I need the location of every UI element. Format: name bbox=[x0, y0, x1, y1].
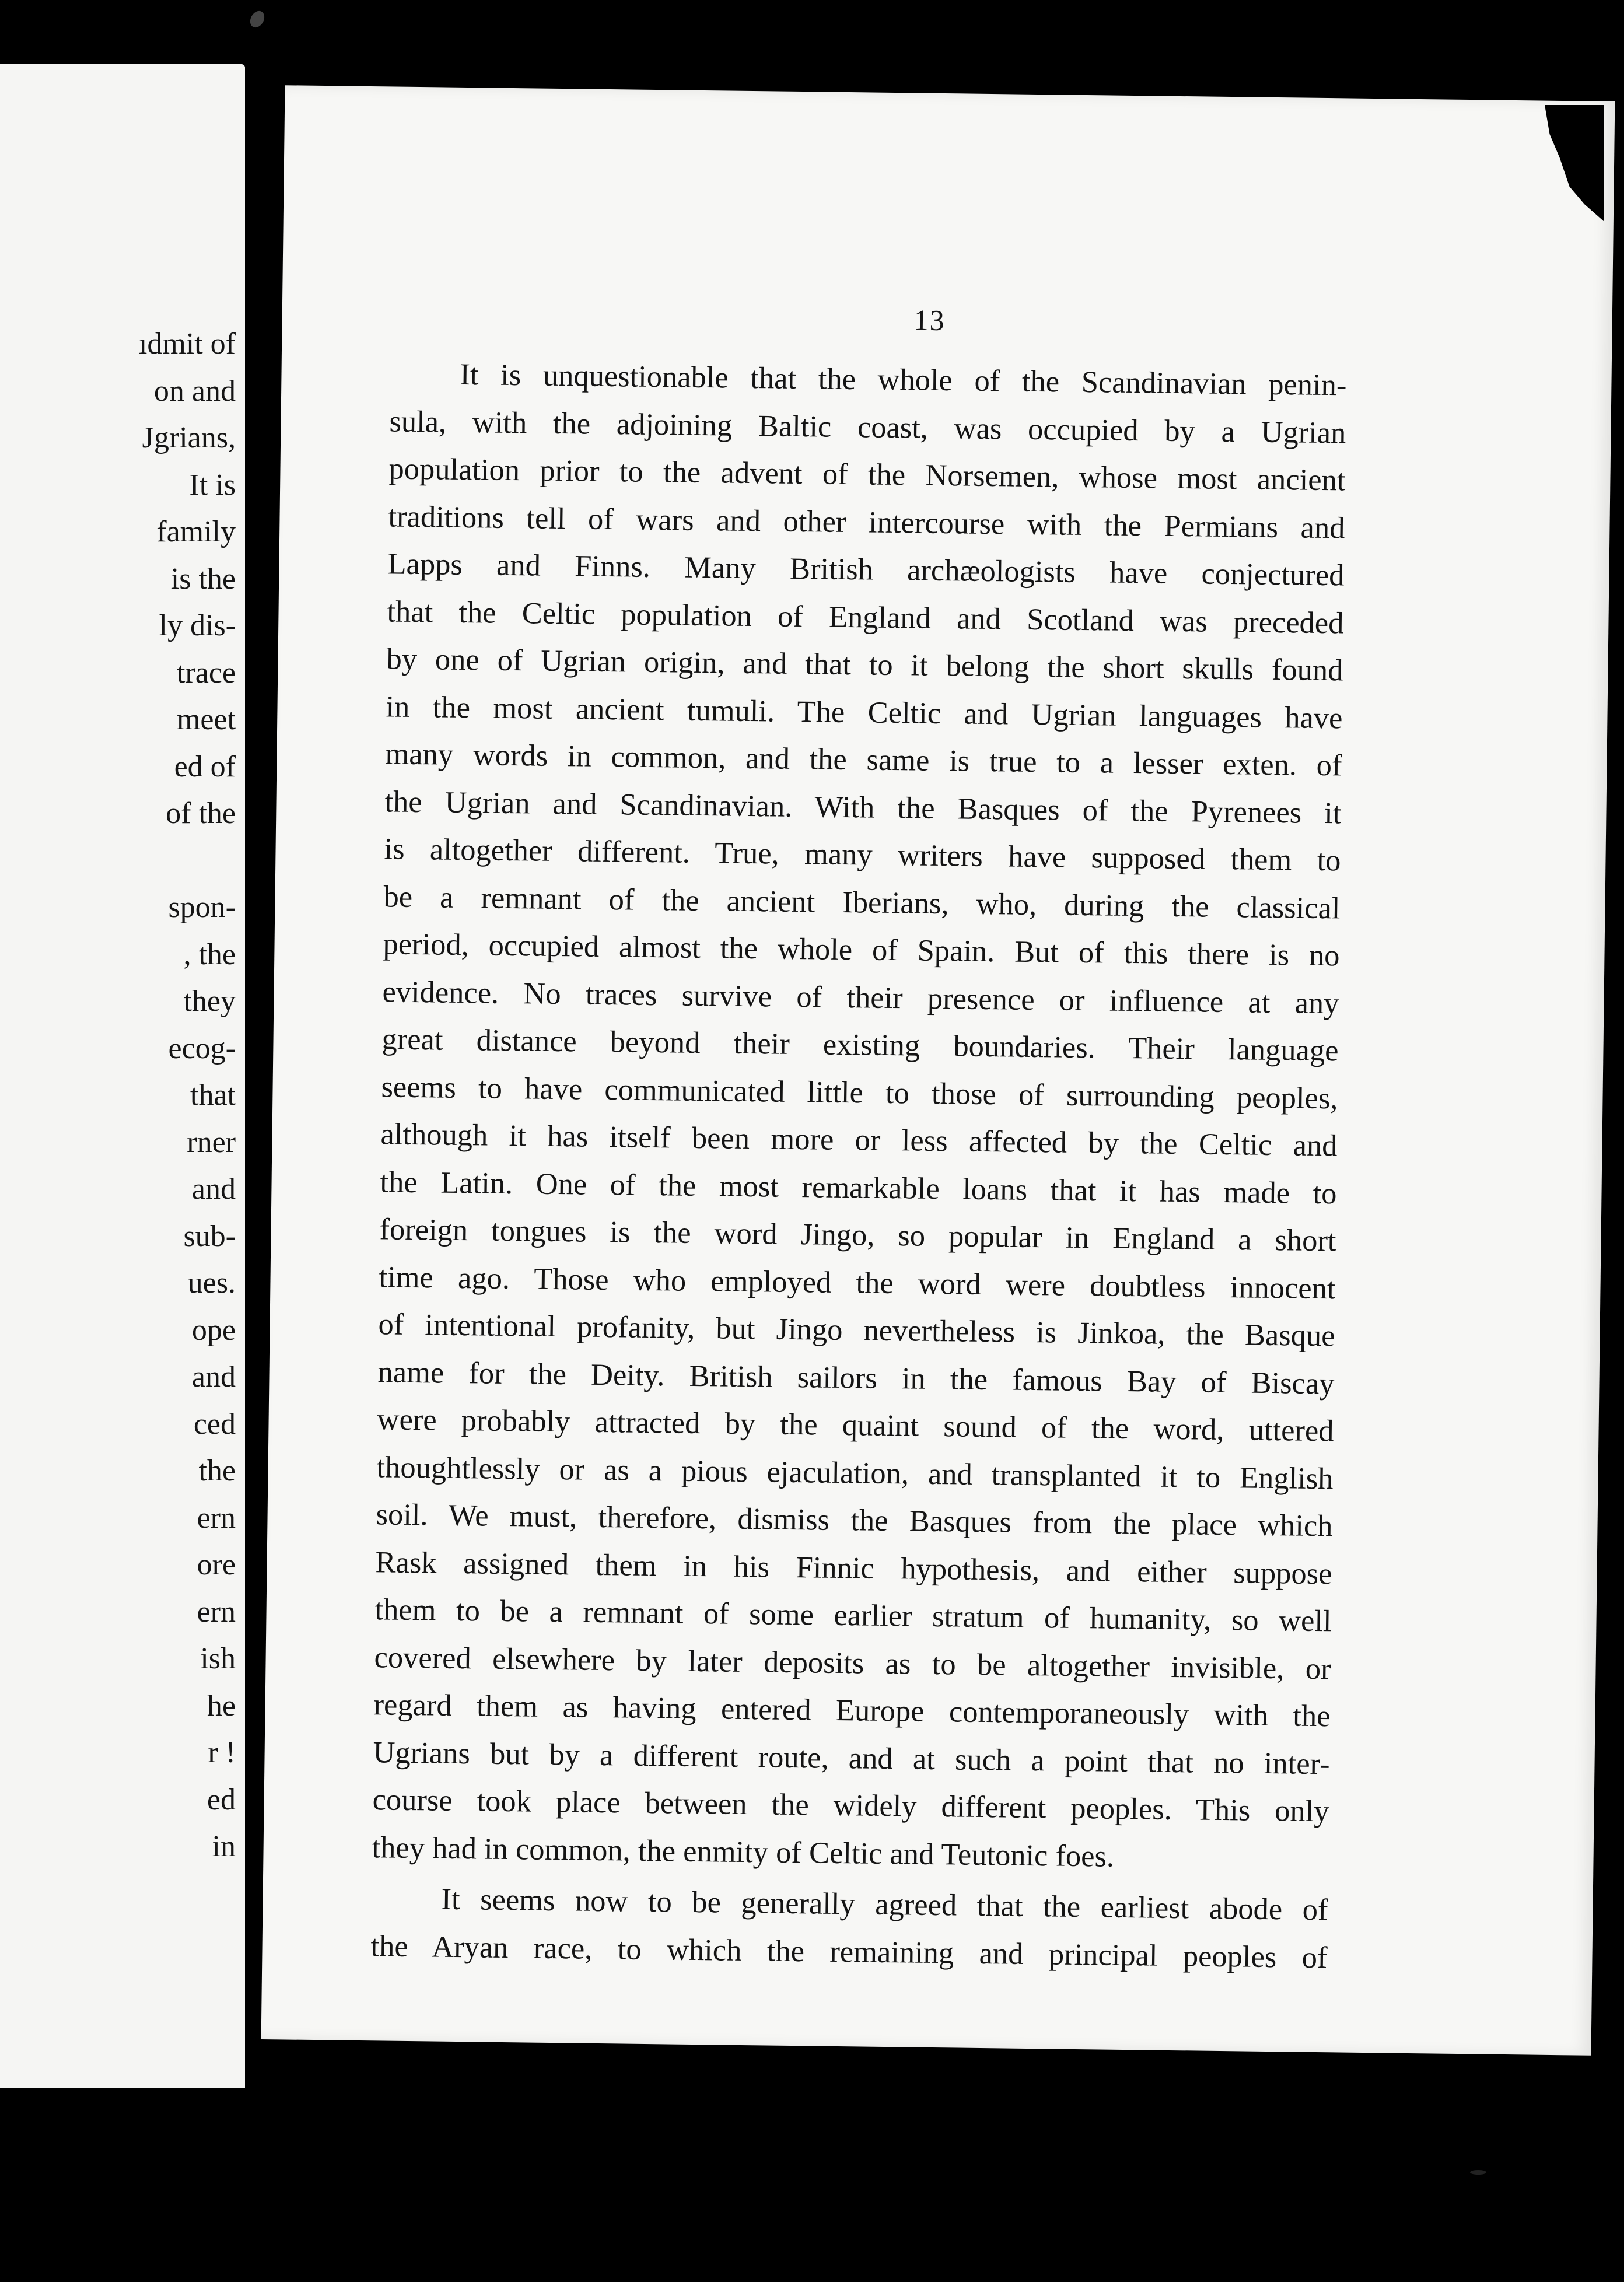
facing-page-line: he bbox=[206, 1689, 236, 1723]
facing-page-line: r ! bbox=[208, 1736, 236, 1769]
page-number: 13 bbox=[914, 303, 946, 337]
facing-page-line: It is bbox=[189, 468, 236, 502]
facing-page-line: and bbox=[191, 1172, 236, 1206]
facing-page-line: of the bbox=[166, 797, 236, 830]
text-line: foreign tongues is the word Jingo, so popular in England a short bbox=[379, 1212, 1336, 1258]
text-line: regard them as having entered Europe contemporaneously with the bbox=[373, 1688, 1331, 1734]
paragraph bbox=[372, 350, 1347, 1883]
text-line: is altogether different. True, many writers have supposed them to bbox=[384, 832, 1341, 878]
text-line: covered elsewhere by later deposits as to be altogether invisible, or bbox=[374, 1640, 1331, 1686]
facing-page-line: meet bbox=[176, 703, 236, 736]
text-line: Rask assigned them in his Finnic hypothesis, and either suppose bbox=[375, 1545, 1332, 1591]
facing-page-line: ecog- bbox=[168, 1031, 236, 1065]
text-line: were probably attracted by the quaint sound of the word, uttered bbox=[377, 1402, 1334, 1448]
facing-page-line: they bbox=[183, 985, 236, 1018]
facing-page-line: spon- bbox=[168, 891, 236, 924]
facing-page-line: sub- bbox=[183, 1219, 236, 1253]
text-line: period, occupied almost the whole of Spain. But of this there is no bbox=[383, 927, 1340, 973]
text-line: thoughtlessly or as a pious ejaculation, and transplanted it to English bbox=[376, 1450, 1334, 1496]
text-line: evidence. No traces survive of their presence or influence at any bbox=[382, 974, 1339, 1020]
facing-page-line: ced bbox=[193, 1407, 236, 1441]
scan-speck bbox=[247, 9, 267, 30]
facing-page-line: Jgrians, bbox=[142, 421, 236, 454]
text-line: It is unquestionable that the whole of the Scandinavian penin- bbox=[460, 357, 1347, 402]
facing-page-line bbox=[2, 838, 236, 885]
facing-page-line: rner bbox=[187, 1125, 236, 1159]
text-line: Lapps and Finns. Many British archæologists have conjectured bbox=[387, 547, 1345, 593]
text-line: name for the Deity. British sailors in the famous Bay of Biscay bbox=[377, 1354, 1335, 1401]
text-line: in the most ancient tumuli. The Celtic and Ugrian languages have bbox=[386, 689, 1343, 735]
facing-page-line: in bbox=[212, 1830, 236, 1863]
facing-page-text bbox=[2, 321, 236, 1871]
facing-page-line: that bbox=[190, 1079, 236, 1112]
text-line: Ugrians but by a different route, and at such a point that no inter- bbox=[373, 1735, 1330, 1781]
book-page bbox=[261, 85, 1615, 2056]
facing-page-line: ly dis- bbox=[159, 609, 236, 642]
page-body bbox=[370, 350, 1347, 1982]
text-line: them to be a remnant of some earlier stratum of humanity, so well bbox=[374, 1592, 1332, 1639]
text-line: be a remnant of the ancient Iberians, who, during the classical bbox=[383, 879, 1340, 925]
text-line: great distance beyond their existing boundaries. Their language bbox=[382, 1022, 1339, 1068]
facing-page-line: ed of bbox=[174, 750, 236, 783]
facing-page-line: ope bbox=[191, 1313, 236, 1347]
facing-page-line: on and bbox=[153, 374, 236, 408]
text-line: the Latin. One of the most remarkable loans that it has made to bbox=[380, 1164, 1337, 1210]
facing-page-line: the bbox=[198, 1454, 236, 1488]
text-line: the Ugrian and Scandinavian. With the Basques of the Pyrenees it bbox=[384, 784, 1342, 830]
facing-page-line: trace bbox=[176, 656, 236, 690]
facing-page-line: ıdmit of bbox=[138, 327, 236, 360]
text-line: that the Celtic population of England and Scotland was preceded bbox=[387, 594, 1344, 640]
text-line: the Aryan race, to which the remaining and principal peoples of bbox=[370, 1929, 1328, 1975]
facing-page-line: and bbox=[191, 1360, 236, 1394]
facing-page bbox=[0, 64, 245, 2088]
text-line: It seems now to be generally agreed that the earliest abode of bbox=[441, 1882, 1328, 1927]
facing-page-line: ern bbox=[197, 1501, 236, 1535]
text-line: seems to have communicated little to those of surrounding peoples, bbox=[381, 1069, 1338, 1115]
facing-page-line: is the bbox=[170, 562, 236, 596]
text-line: although it has itself been more or less affected by the Celtic and bbox=[380, 1117, 1338, 1163]
scan-speck bbox=[1470, 2170, 1486, 2175]
facing-page-line: ues. bbox=[187, 1266, 236, 1300]
text-line: population prior to the advent of the Norsemen, whose most ancient bbox=[388, 452, 1346, 498]
text-line: traditions tell of wars and other intercourse with the Permians and bbox=[388, 499, 1345, 545]
paragraph bbox=[370, 1875, 1328, 1982]
text-line: soil. We must, therefore, dismiss the Basques from the place which bbox=[376, 1497, 1333, 1544]
text-line: sula, with the adjoining Baltic coast, was occupied by a Ugrian bbox=[389, 404, 1346, 450]
facing-page-line: ern bbox=[197, 1595, 236, 1629]
text-line: of intentional profanity, but Jingo nevertheless is Jinkoa, the Basque bbox=[378, 1307, 1335, 1353]
text-line: by one of Ugrian origin, and that to it belong the short skulls found bbox=[386, 642, 1343, 688]
facing-page-line: , the bbox=[183, 937, 236, 971]
facing-page-line: ed bbox=[206, 1783, 236, 1817]
text-line: they had in common, the enmity of Celtic and Teutonic foes. bbox=[372, 1830, 1115, 1874]
facing-page-line: ish bbox=[200, 1642, 236, 1675]
text-line: course took place between the widely different peoples. This only bbox=[372, 1783, 1329, 1829]
text-line: many words in common, and the same is true to a lesser exten. of bbox=[385, 737, 1342, 783]
text-line: time ago. Those who employed the word were doubtless innocent bbox=[379, 1259, 1336, 1306]
facing-page-line: family bbox=[156, 515, 236, 548]
facing-page-line: ore bbox=[197, 1548, 236, 1581]
